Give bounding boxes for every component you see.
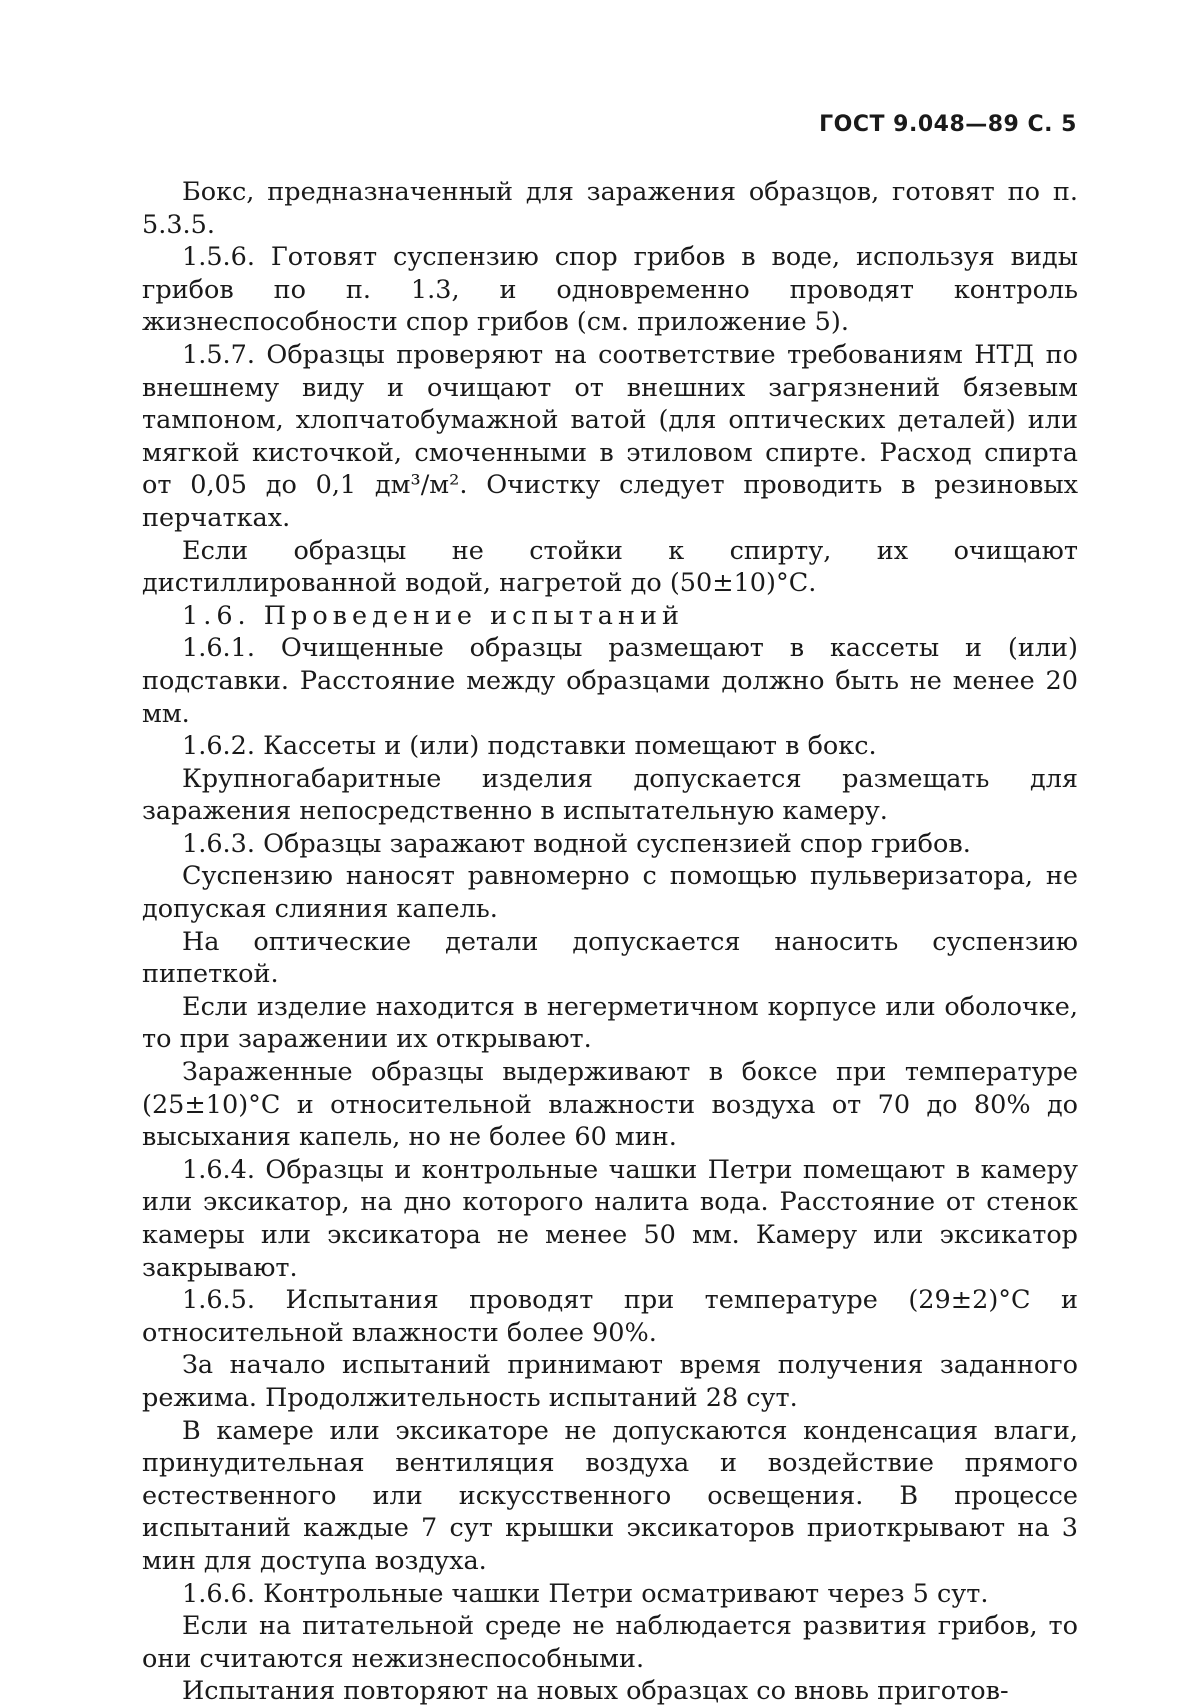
paragraph: За начало испытаний принимают время получения заданного режима. Продолжительность испытаний 28 сут. — [142, 1350, 1078, 1413]
paragraph: 1.6.2. Кассеты и (или) подставки помещают в бокс. — [182, 731, 877, 762]
section-heading: 1.6. Проведение испытаний — [182, 600, 684, 631]
paragraph: 1.6.5. Испытания проводят при температуре (29±2)°С и относительной влажности более 90%. — [142, 1285, 1078, 1348]
page-header: ГОСТ 9.048—89 С. 5 — [819, 112, 1077, 137]
paragraph: 1.5.7. Образцы проверяют на соответствие требованиям НТД по внешнему виду и очищают от внешних загрязнений бязевым тампоном, хлопчатобумажной ватой (для оптических деталей) или мягкой кисточкой, смоченными в этиловом спирте. Расход спирта от 0,05 до 0,1 дм³/м². Очистку следует проводить в резиновых перчатках. — [142, 339, 1078, 533]
paragraph: 1.6.1. Очищенные образцы размещают в кассеты и (или) подставки. Расстояние между образцами должно быть не менее 20 мм. — [142, 633, 1078, 729]
paragraph: 1.6.6. Контрольные чашки Петри осматривают через 5 сут. — [182, 1578, 989, 1609]
paragraph: Суспензию наносят равномерно с помощью пульверизатора, не допуская слияния капель. — [142, 861, 1078, 925]
paragraph: Крупногабаритные изделия допускается размещать для заражения непосредственно в испытательную камеру. — [142, 763, 1078, 827]
paragraph: 1.6.3. Образцы заражают водной суспензией спор грибов. — [182, 828, 971, 859]
paragraph: Бокс, предназначенный для заражения образцов, готовят по п. 5.3.5. — [142, 177, 1078, 240]
paragraph: Зараженные образцы выдерживают в боксе при температуре (25±10)°С и относительной влажности воздуха от 70 до 80% до высыхания капель, но не более 60 мин. — [142, 1057, 1078, 1153]
paragraph: 1.5.6. Готовят суспензию спор грибов в воде, используя виды грибов по п. 1.3, и одновременно проводят контроль жизнеспособности спор грибов (см. приложение 5). — [142, 242, 1078, 338]
paragraph: На оптические детали допускается наносить суспензию пипеткой. — [142, 926, 1078, 990]
paragraph: 1.6.4. Образцы и контрольные чашки Петри помещают в камеру или эксикатор, на дно которого налита вода. Расстояние от стенок камеры или эксикатора не менее 50 мм. Камеру или эксикатор закрывают. — [142, 1154, 1078, 1283]
body-text — [142, 176, 1078, 1708]
paragraph: Если изделие находится в негерметичном корпусе или оболочке, то при заражении их открывают. — [142, 991, 1078, 1055]
paragraph: Если на питательной среде не наблюдается развития грибов, то они считаются нежизнеспособными. — [142, 1611, 1078, 1674]
paragraph: В камере или эксикаторе не допускаются конденсация влаги, принудительная вентиляция воздуха и воздействие прямого естественного или искусственного освещения. В процессе испытаний каждые 7 сут крышки эксикаторов приоткрывают на 3 мин для доступа воздуха. — [142, 1415, 1078, 1576]
paragraph: Испытания повторяют на новых образцах со вновь приготов- — [182, 1676, 1009, 1707]
paragraph: Если образцы не стойки к спирту, их очищают дистиллированной водой, нагретой до (50±10)°С. — [142, 535, 1078, 599]
